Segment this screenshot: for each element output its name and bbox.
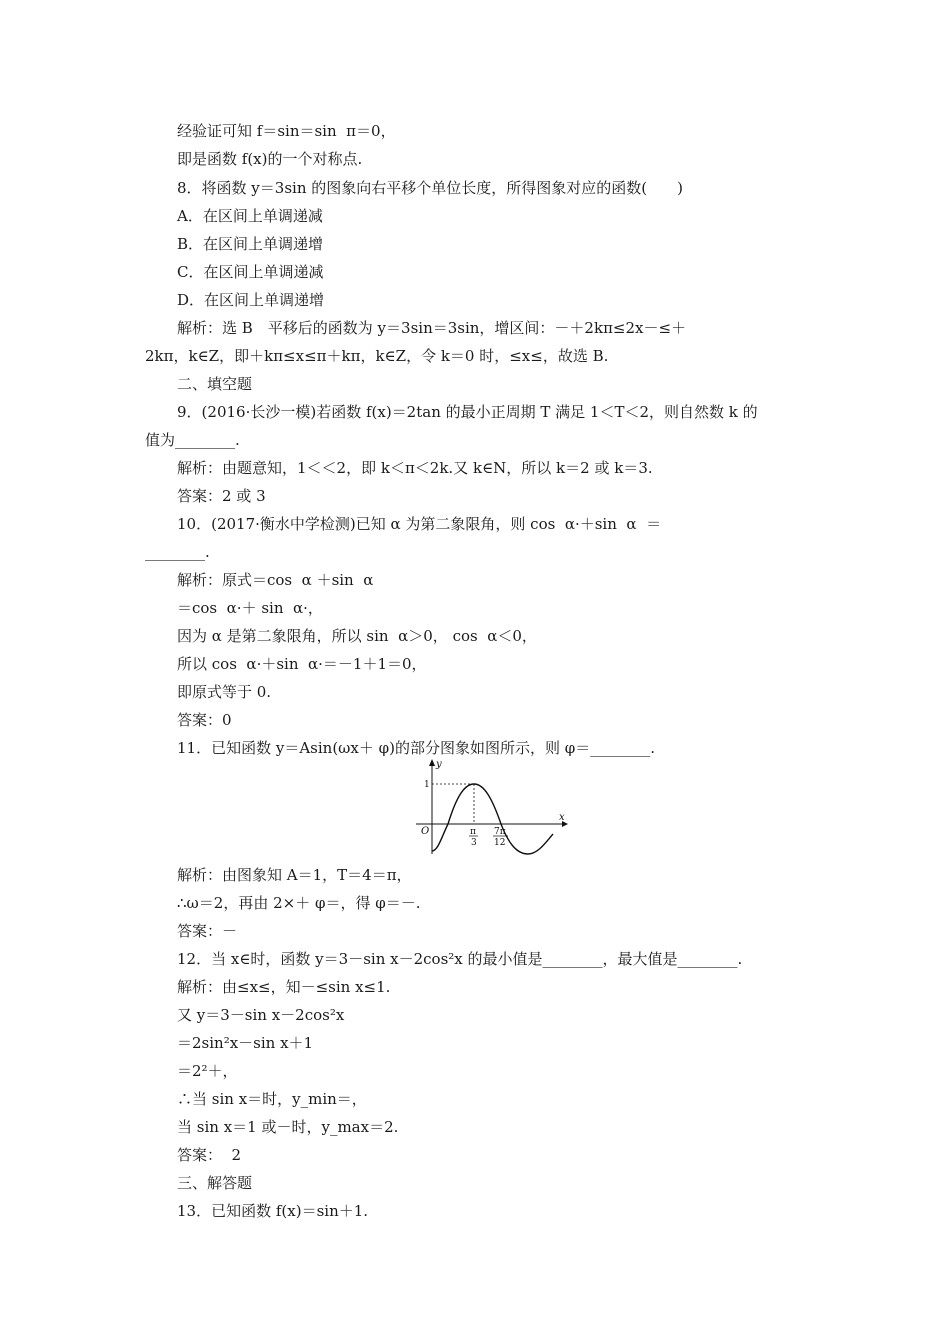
answer-11: 答案：－ — [177, 922, 238, 940]
solution-11: 解析：由图象知 A＝1，T＝4＝π， — [177, 866, 412, 884]
solution-12: 解析：由≤x≤，知－≤sin x≤1. — [177, 978, 391, 996]
answer-10: 答案：0 — [177, 711, 232, 729]
answer-12: 答案： 2 — [177, 1146, 242, 1164]
x-axis-label: x — [559, 812, 565, 823]
question-8: 8．将函数 y＝3sin 的图象向右平移个单位长度，所得图象对应的函数( ) — [177, 179, 683, 197]
solution-10: 解析：原式＝cos α ＋sin α — [177, 571, 374, 589]
question-12: 12．当 x∈时，函数 y＝3－sin x－2cos²x 的最小值是________，最大值是________. — [177, 950, 743, 968]
seven-pi-label: 7π — [494, 827, 506, 837]
solution-12-step: ＝2sin²x－sin x＋1 — [177, 1034, 314, 1052]
option-c: C．在区间上单调递减 — [177, 263, 324, 281]
solution-12-step: ＝2²＋， — [177, 1062, 238, 1080]
peak-value-label: 1 — [424, 780, 430, 790]
solution-12-step: 当 sin x＝1 或－时，y_max＝2. — [177, 1118, 399, 1136]
solution-10-step: 即原式等于 0. — [177, 683, 272, 701]
section-heading: 二、填空题 — [177, 375, 253, 393]
three-label: 3 — [471, 838, 477, 848]
answer-9: 答案：2 或 3 — [177, 487, 266, 505]
section-heading: 三、解答题 — [177, 1174, 253, 1192]
text-line: 经验证可知 f＝sin＝sin π＝0， — [177, 122, 396, 140]
question-9: 9．(2016·长沙一模)若函数 f(x)＝2tan 的最小正周期 T 满足 1＜T＜2，则自然数 k 的 — [177, 403, 758, 421]
option-d: D．在区间上单调递增 — [177, 291, 325, 309]
sine-graph — [412, 758, 568, 858]
solution-10-step: ＝cos α·＋ sin α·， — [177, 599, 323, 617]
question-10-cont: ________. — [145, 543, 210, 561]
solution-9: 解析：由题意知，1＜＜2，即 k＜π＜2k.又 k∈N，所以 k＝2 或 k＝3. — [177, 459, 653, 477]
solution-11-step: ∴ω＝2，再由 2×＋ φ＝，得 φ＝－. — [177, 894, 421, 912]
solution-10-step: 所以 cos α·＋sin α·＝－1＋1＝0， — [177, 655, 427, 673]
question-13: 13．已知函数 f(x)＝sin＋1. — [177, 1202, 369, 1220]
y-axis-arrow — [429, 759, 435, 766]
option-a: A．在区间上单调递减 — [177, 207, 323, 225]
option-b: B．在区间上单调递增 — [177, 235, 324, 253]
question-9-cont: 值为________. — [145, 431, 240, 449]
solution-8: 解析：选 B 平移后的函数为 y＝3sin＝3sin，增区间：－＋2kπ≤2x－≤＋ — [177, 319, 687, 337]
text-line: 即是函数 f(x)的一个对称点. — [177, 150, 363, 168]
question-10: 10．(2017·衡水中学检测)已知 α 为第二象限角，则 cos α·＋sin α ＝ — [177, 515, 662, 533]
question-11: 11．已知函数 y＝Asin(ωx＋ φ)的部分图象如图所示，则 φ＝________. — [177, 739, 656, 757]
solution-10-step: 因为 α 是第二象限角，所以 sin α＞0， cos α＜0， — [177, 627, 537, 645]
twelve-label: 12 — [494, 838, 506, 848]
solution-8-cont: 2kπ，k∈Z，即＋kπ≤x≤π＋kπ，k∈Z，令 k＝0 时，≤x≤，故选 B. — [145, 347, 609, 365]
solution-12-step: ∴当 sin x＝时，y_min＝， — [177, 1090, 367, 1108]
y-axis-label: y — [436, 759, 442, 770]
sine-graph-figure — [412, 758, 568, 858]
origin-label: O — [421, 826, 430, 837]
pi-label: π — [470, 827, 476, 837]
solution-12-step: 又 y＝3－sin x－2cos²x — [177, 1006, 345, 1024]
sine-curve — [432, 784, 553, 854]
